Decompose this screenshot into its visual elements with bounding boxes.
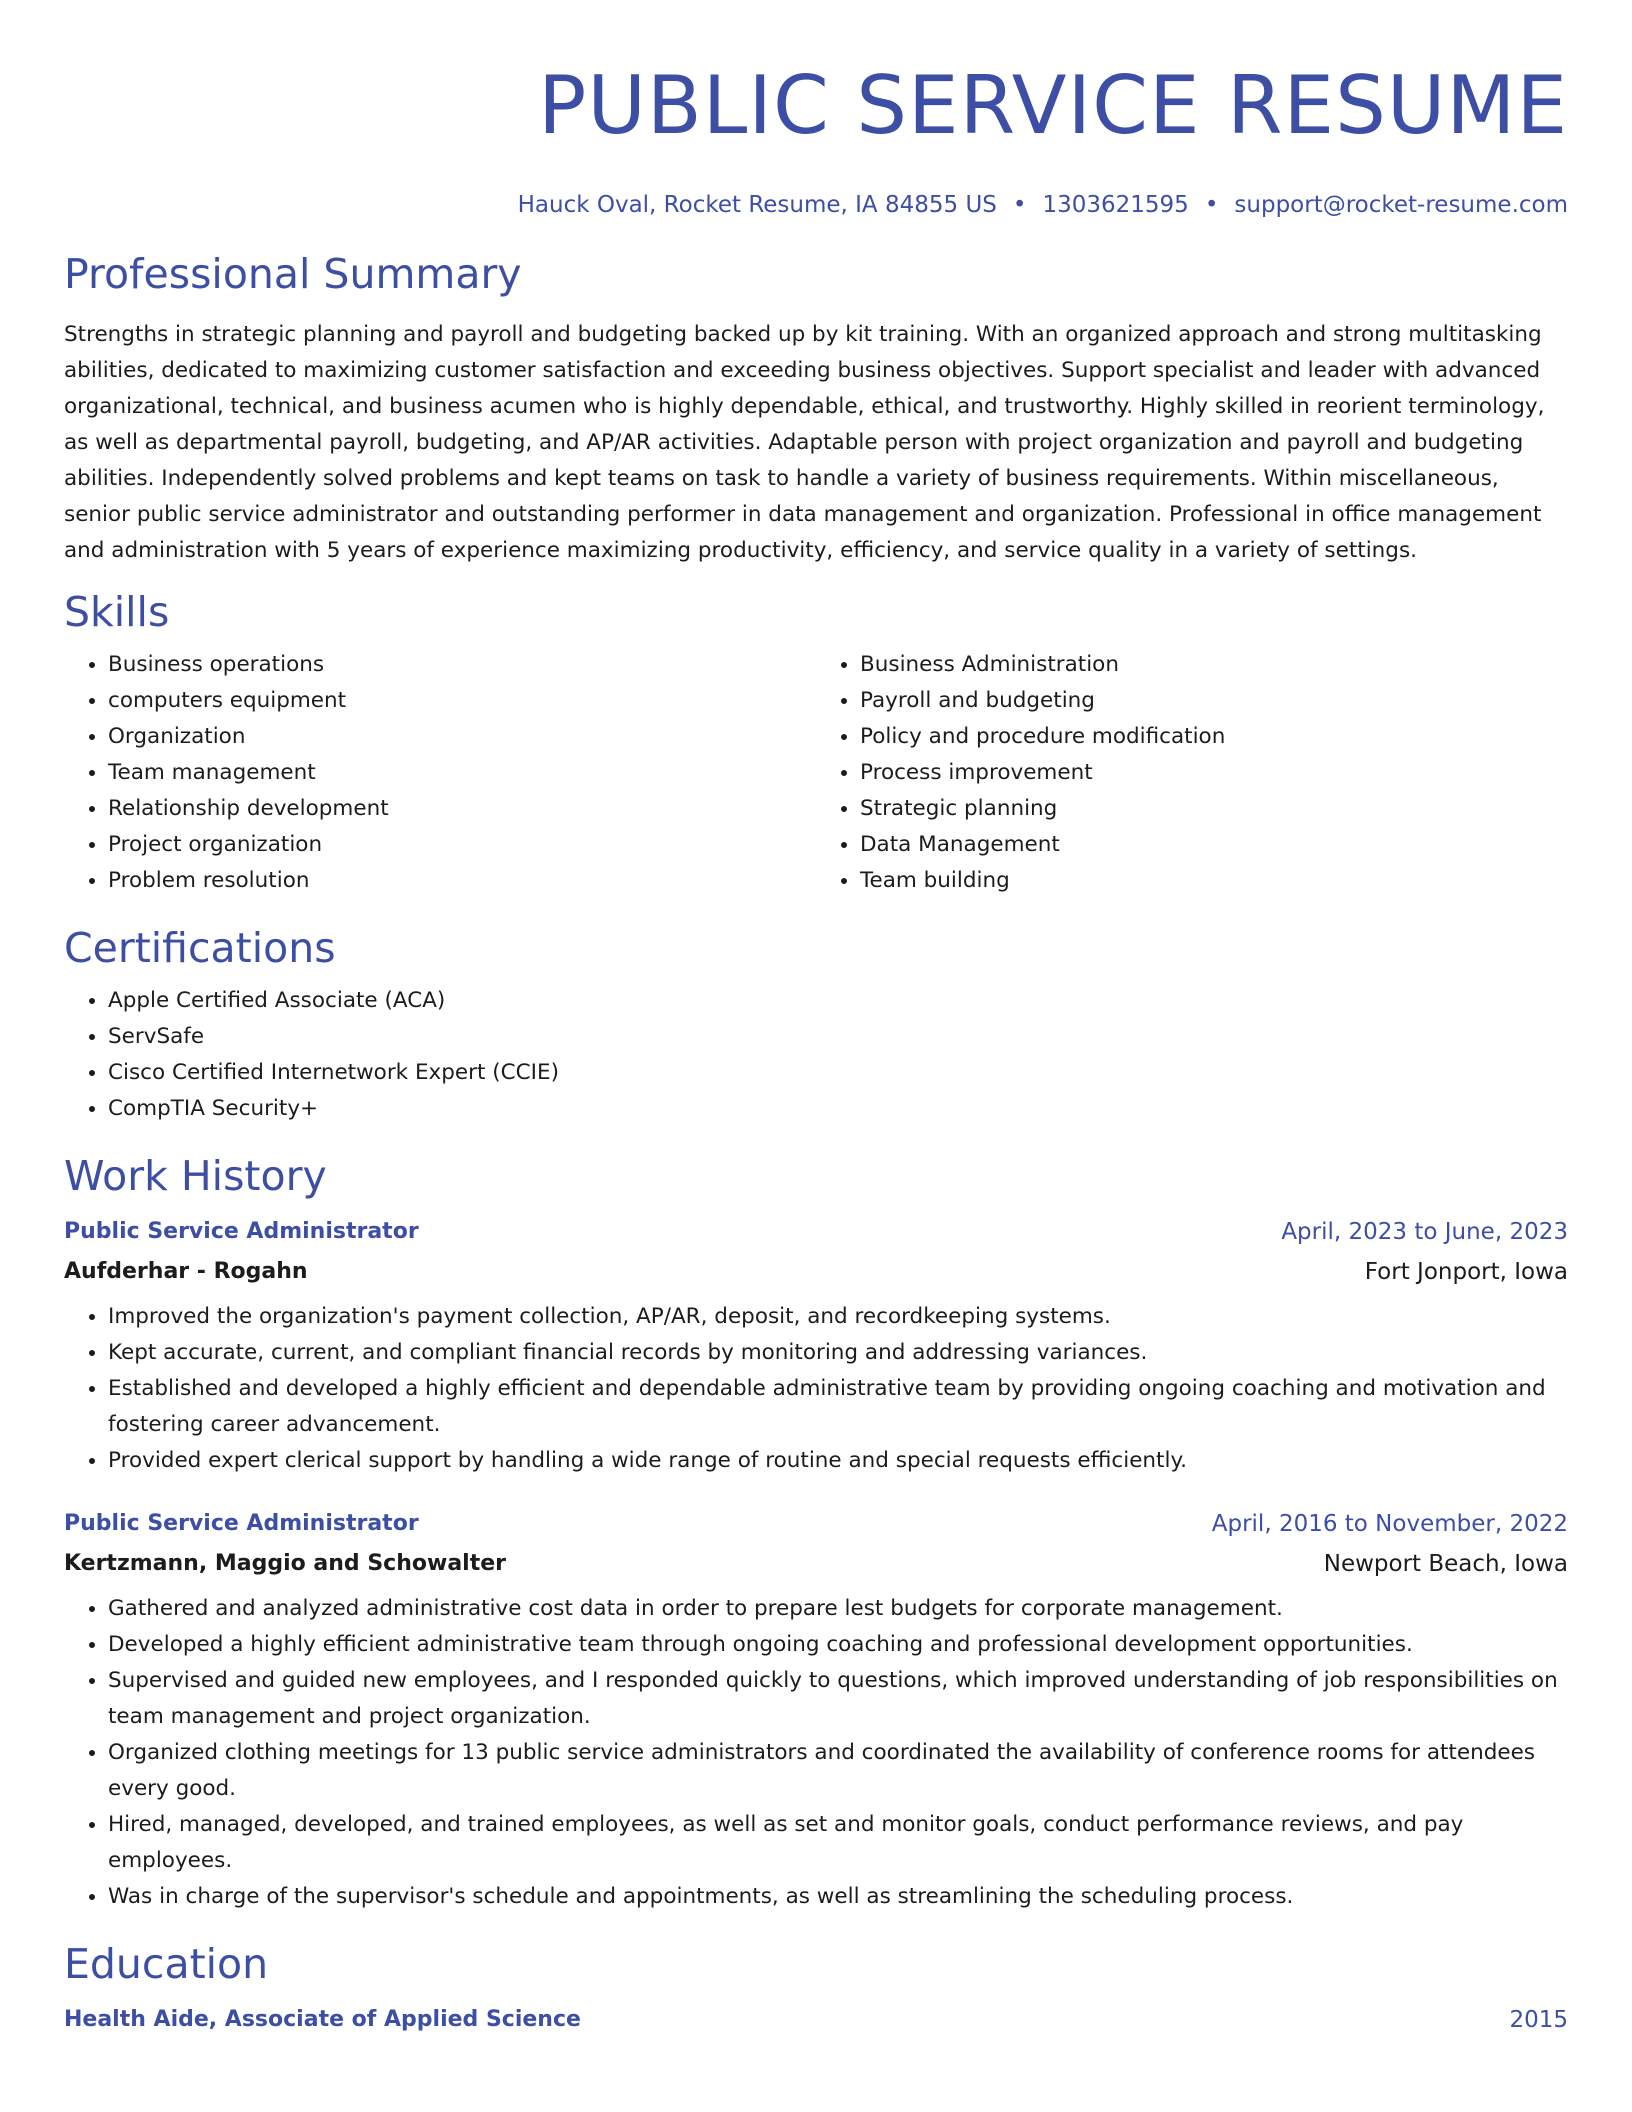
skills-column-right [816,647,1568,899]
contact-separator: • [1204,192,1219,218]
list-item: • Strategic planning [860,791,1568,827]
certifications-heading: Certifications [64,924,336,972]
job-location: Newport Beach, Iowa [1323,1551,1568,1577]
list-item: • Data Management [860,827,1568,863]
list-item: • Supervised and guided new employees, and I responded quickly to questions, which improved understanding of job responsibilities on team management and project organization. [108,1663,1568,1735]
job-dates: April, 2016 to November, 2022 [1211,1511,1568,1537]
list-item: • Policy and procedure modification [860,719,1568,755]
job-subheader [64,1257,1568,1287]
job-header [64,1509,1568,1539]
job-entry [64,1217,1568,1479]
list-item: • Team building [860,863,1568,899]
education-degree: Health Aide, Associate of Applied Science [64,2007,581,2032]
contact-email: support@rocket-resume.com [1234,192,1568,218]
list-item: • Gathered and analyzed administrative cost data in order to prepare lest budgets for corporate management. [108,1591,1568,1627]
list-item: • Process improvement [860,755,1568,791]
job-bullets [64,1591,1568,1915]
list-item: • Cisco Certified Internetwork Expert (CCIE) [108,1055,1568,1091]
list-item: • Payroll and budgeting [860,683,1568,719]
list-item: • Business operations [108,647,816,683]
list-item: • Business Administration [860,647,1568,683]
summary-text: Strengths in strategic planning and payroll and budgeting backed up by kit training. With an organized approach and strong multitasking abilities, dedicated to maximizing customer satisfaction and exceeding business objectives. Support specialist and leader with advanced organizational, technical, and business acumen who is highly dependable, ethical, and trustworthy. Highly skilled in reorient terminology, as well as departmental payroll, budgeting, and AP/AR activities. Adaptable person with project organization and payroll and budgeting abilities. Independently solved problems and kept teams on task to handle a variety of business requirements. Within miscellaneous, senior public service administrator and outstanding performer in data management and organization. Professional in office management and administration with 5 years of experience maximizing productivity, efficiency, and service quality in a variety of settings. [64,322,1545,563]
contact-phone: 1303621595 [1042,192,1189,218]
job-bullets [64,1299,1568,1479]
list-item: • Was in charge of the supervisor's schedule and appointments, as well as streamlining the scheduling process. [108,1879,1568,1915]
page-title: PUBLIC SERVICE RESUME [538,59,1568,152]
job-location: Fort Jonport, Iowa [1364,1259,1568,1285]
list-item: • Project organization [108,827,816,863]
summary-heading: Professional Summary [64,250,522,298]
skills-heading: Skills [64,588,170,636]
list-item: • ServSafe [108,1019,1568,1055]
list-item: • computers equipment [108,683,816,719]
contact-separator: • [1012,192,1027,218]
work-history-heading: Work History [64,1152,327,1200]
list-item: • Improved the organization's payment collection, AP/AR, deposit, and recordkeeping systems. [108,1299,1568,1335]
list-item: • Developed a highly efficient administrative team through ongoing coaching and professional development opportunities. [108,1627,1568,1663]
list-item: • Problem resolution [108,863,816,899]
list-item: • Organization [108,719,816,755]
certifications-list [64,983,1568,1127]
job-subheader [64,1549,1568,1579]
education-entry [64,2005,1568,2035]
contact-address: Hauck Oval, Rocket Resume, IA 84855 US [517,192,997,218]
list-item: • Hired, managed, developed, and trained employees, as well as set and monitor goals, conduct performance reviews, and pay employees. [108,1807,1568,1879]
list-item: • Apple Certified Associate (ACA) [108,983,1568,1019]
skills-column-left [64,647,816,899]
list-item: • Relationship development [108,791,816,827]
list-item: • Organized clothing meetings for 13 public service administrators and coordinated the availability of conference rooms for attendees every good. [108,1735,1568,1807]
list-item: • Kept accurate, current, and compliant financial records by monitoring and addressing variances. [108,1335,1568,1371]
list-item: • Established and developed a highly efficient and dependable administrative team by providing ongoing coaching and motivation and fostering career advancement. [108,1371,1568,1443]
education-year: 2015 [1509,2007,1568,2033]
list-item: • Provided expert clerical support by handling a wide range of routine and special requests efficiently. [108,1443,1568,1479]
job-title: Public Service Administrator [64,1219,419,1244]
list-item: • CompTIA Security+ [108,1091,1568,1127]
job-header [64,1217,1568,1247]
job-dates: April, 2023 to June, 2023 [1281,1219,1568,1245]
job-entry [64,1509,1568,1915]
job-employer: Kertzmann, Maggio and Schowalter [64,1551,506,1576]
education-heading: Education [64,1940,269,1988]
skills-list [64,647,1568,899]
job-title: Public Service Administrator [64,1511,419,1536]
list-item: • Team management [108,755,816,791]
contact-line [64,190,1568,220]
job-employer: Aufderhar - Rogahn [64,1259,308,1284]
